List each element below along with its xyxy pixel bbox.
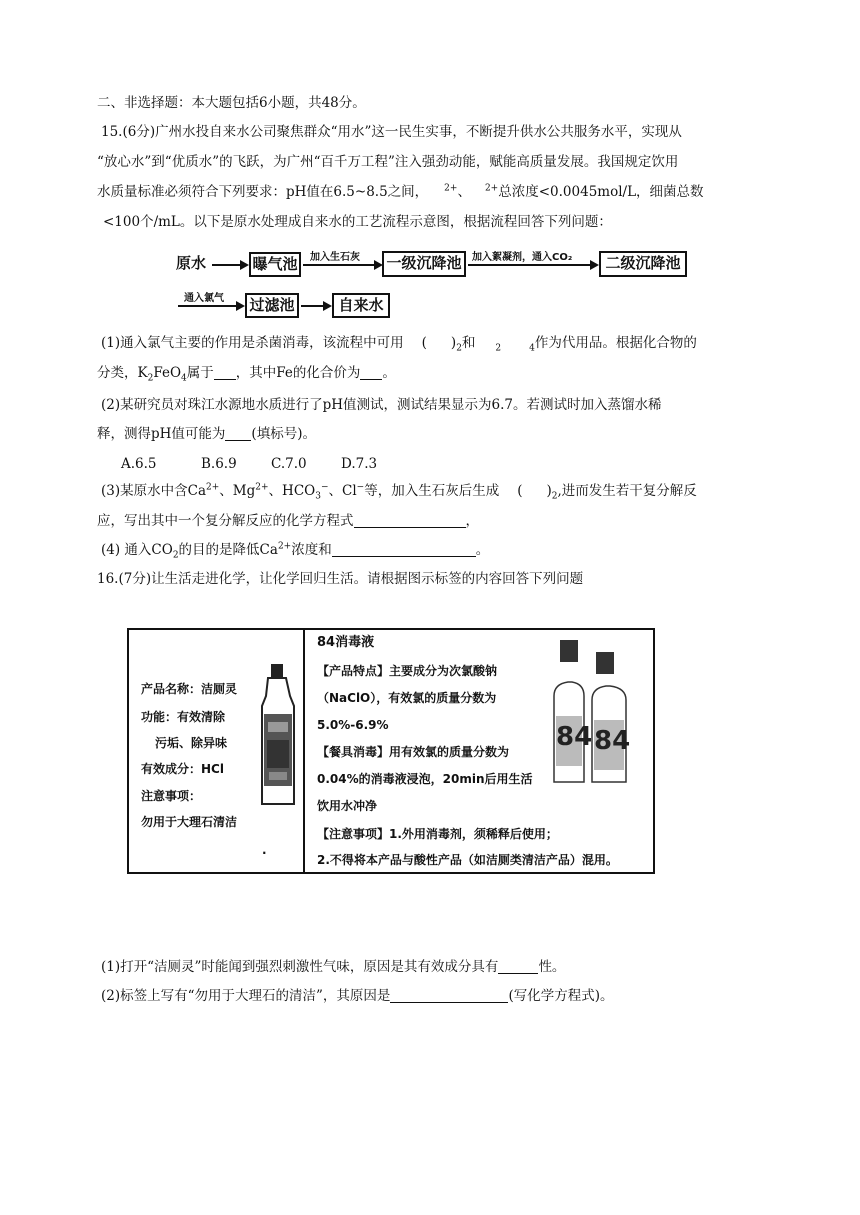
answer-blank[interactable]: [332, 542, 476, 557]
q16-stem: 16.(7分)让生活走进化学，让化学回归生活。请根据图示标签的内容回答下列问题: [97, 571, 584, 587]
q15-sub1-line1: (1)通入氯气主要的作用是杀菌消毒，该流程中可用 ( )$_2$和 $_2$ $_4$作为代用品。根据化合物的: [101, 335, 697, 354]
q15-sub4: (4) 通入$CO_2$的目的是降低$Ca^{2+}$浓度和 。: [101, 541, 490, 561]
right-label-line: 【注意事项】1.外用消毒剂，须稀释后使用；: [317, 827, 558, 841]
flow-label-quicklime: 加入生石灰: [310, 252, 360, 263]
right-label-line: 5.0%-6.9%: [317, 718, 389, 732]
q15-sub2-line1: (2)某研究员对珠江水源地水质进行了pH值测试，测试结果显示为6.7。若测试时加入蒸馏水稀: [101, 397, 662, 413]
flow-box-secondary-settling: 二级沉降池: [599, 251, 687, 277]
flow-label-chlorine: 通入氯气: [184, 293, 224, 304]
flow-arrow-4: [178, 305, 238, 307]
q15-sub3-line1: (3)某原水中含$Ca^{2+}$、$Mg^{2+}$、$HCO_3^-$、Cl−等，加入生石灰后生成 ( )$_2$,进而发生若干复分解反: [101, 482, 697, 502]
answer-blank[interactable]: [390, 988, 508, 1003]
bottle-84-text: 84: [556, 722, 593, 752]
answer-blank[interactable]: [354, 513, 466, 528]
flow-arrow-5: [301, 305, 325, 307]
disinfectant-bottles-icon: [546, 636, 644, 786]
left-label-line: 有效成分：HCl: [141, 762, 224, 776]
answer-blank[interactable]: [360, 365, 382, 380]
q15-option-c: C.7.0: [271, 456, 307, 472]
q15-option-a: A.6.5: [121, 456, 157, 472]
label-panel-divider: [303, 628, 305, 874]
flow-arrowhead-3: [590, 260, 599, 270]
left-label-line: 产品名称：洁厕灵: [141, 682, 238, 696]
q15-stem-line3: 水质量标准必须符合下列要求：pH值在6.5~8.5之间， $^{2+}$、 $^{2+}$总浓度<0.0045mol/L，细菌总数: [97, 183, 704, 200]
q15-stem-line1: 15.(6分)广州水投自来水公司聚焦群众“用水”这一民生实事，不断提升供水公共服务水平，实现从: [101, 124, 682, 140]
answer-blank[interactable]: [225, 426, 251, 441]
flow-arrow-3: [468, 264, 592, 266]
q16-sub2: (2)标签上写有“勿用于大理石的清洁”，其原因是 (写化学方程式)。: [101, 988, 614, 1004]
left-label-line: 功能：有效清除: [141, 710, 226, 724]
flow-arrowhead-1: [240, 260, 249, 270]
flow-box-primary-settling: 一级沉降池: [382, 251, 466, 277]
flow-raw-water: 原水: [176, 254, 207, 272]
q15-stem-line2: “放心水”到“优质水”的飞跃，为广州“百千万工程”注入强劲动能，赋能高质量发展。我国规定饮用: [97, 154, 679, 170]
right-label-line: 饮用水冲净: [317, 799, 378, 813]
flow-box-aeration: 曝气池: [249, 252, 301, 277]
q15-sub2-line2: 释，测得pH值可能为 (填标号)。: [97, 426, 316, 442]
right-label-line: 【餐具消毒】用有效氯的质量分数为: [317, 745, 510, 759]
toilet-cleaner-bottle-icon: [256, 662, 300, 812]
q15-option-b: B.6.9: [201, 456, 237, 472]
right-label-line: 2.不得将本产品与酸性产品（如洁厕类清洁产品）混用。: [317, 853, 618, 867]
flow-arrowhead-4: [236, 301, 245, 311]
flow-label-flocculant-co2: 加入絮凝剂，通入CO₂: [472, 252, 573, 263]
right-label-line: 【产品特点】主要成分为次氯酸钠: [317, 664, 498, 678]
left-label-line: 污垢、除异味: [155, 736, 228, 750]
dot-mark: ·: [262, 846, 267, 860]
right-label-line: 0.04%的消毒液浸泡，20min后用生活: [317, 772, 533, 786]
left-label-line: 勿用于大理石清洁: [141, 815, 238, 829]
left-label-line: 注意事项：: [141, 789, 202, 803]
flow-arrowhead-5: [323, 301, 332, 311]
right-label-title: 84消毒液: [317, 635, 375, 650]
q15-sub3-line2: 应，写出其中一个复分解反应的化学方程式 ，: [97, 513, 479, 529]
q16-sub1: (1)打开“洁厕灵”时能闻到强烈刺激性气味，原因是其有效成分具有 性。: [101, 959, 566, 975]
flow-arrow-1: [212, 264, 242, 266]
bottle-84-text: 84: [594, 726, 631, 756]
answer-blank[interactable]: [214, 365, 236, 380]
q15-stem-line4: <100个/mL。以下是原水处理成自来水的工艺流程示意图，根据流程回答下列问题：: [103, 214, 612, 230]
section-heading: 二、非选择题：本大题包括6小题，共48分。: [97, 95, 366, 111]
right-label-line: （NaClO），有效氯的质量分数为: [317, 691, 497, 705]
q15-option-d: D.7.3: [341, 456, 378, 472]
flow-box-filter: 过滤池: [245, 293, 299, 318]
flow-box-tap-water: 自来水: [332, 293, 390, 318]
flow-arrow-2: [303, 264, 376, 266]
q15-sub1-line2: 分类，$K_2FeO_4$属于 ，其中Fe的化合价为 。: [97, 365, 396, 384]
answer-blank[interactable]: [498, 959, 538, 974]
